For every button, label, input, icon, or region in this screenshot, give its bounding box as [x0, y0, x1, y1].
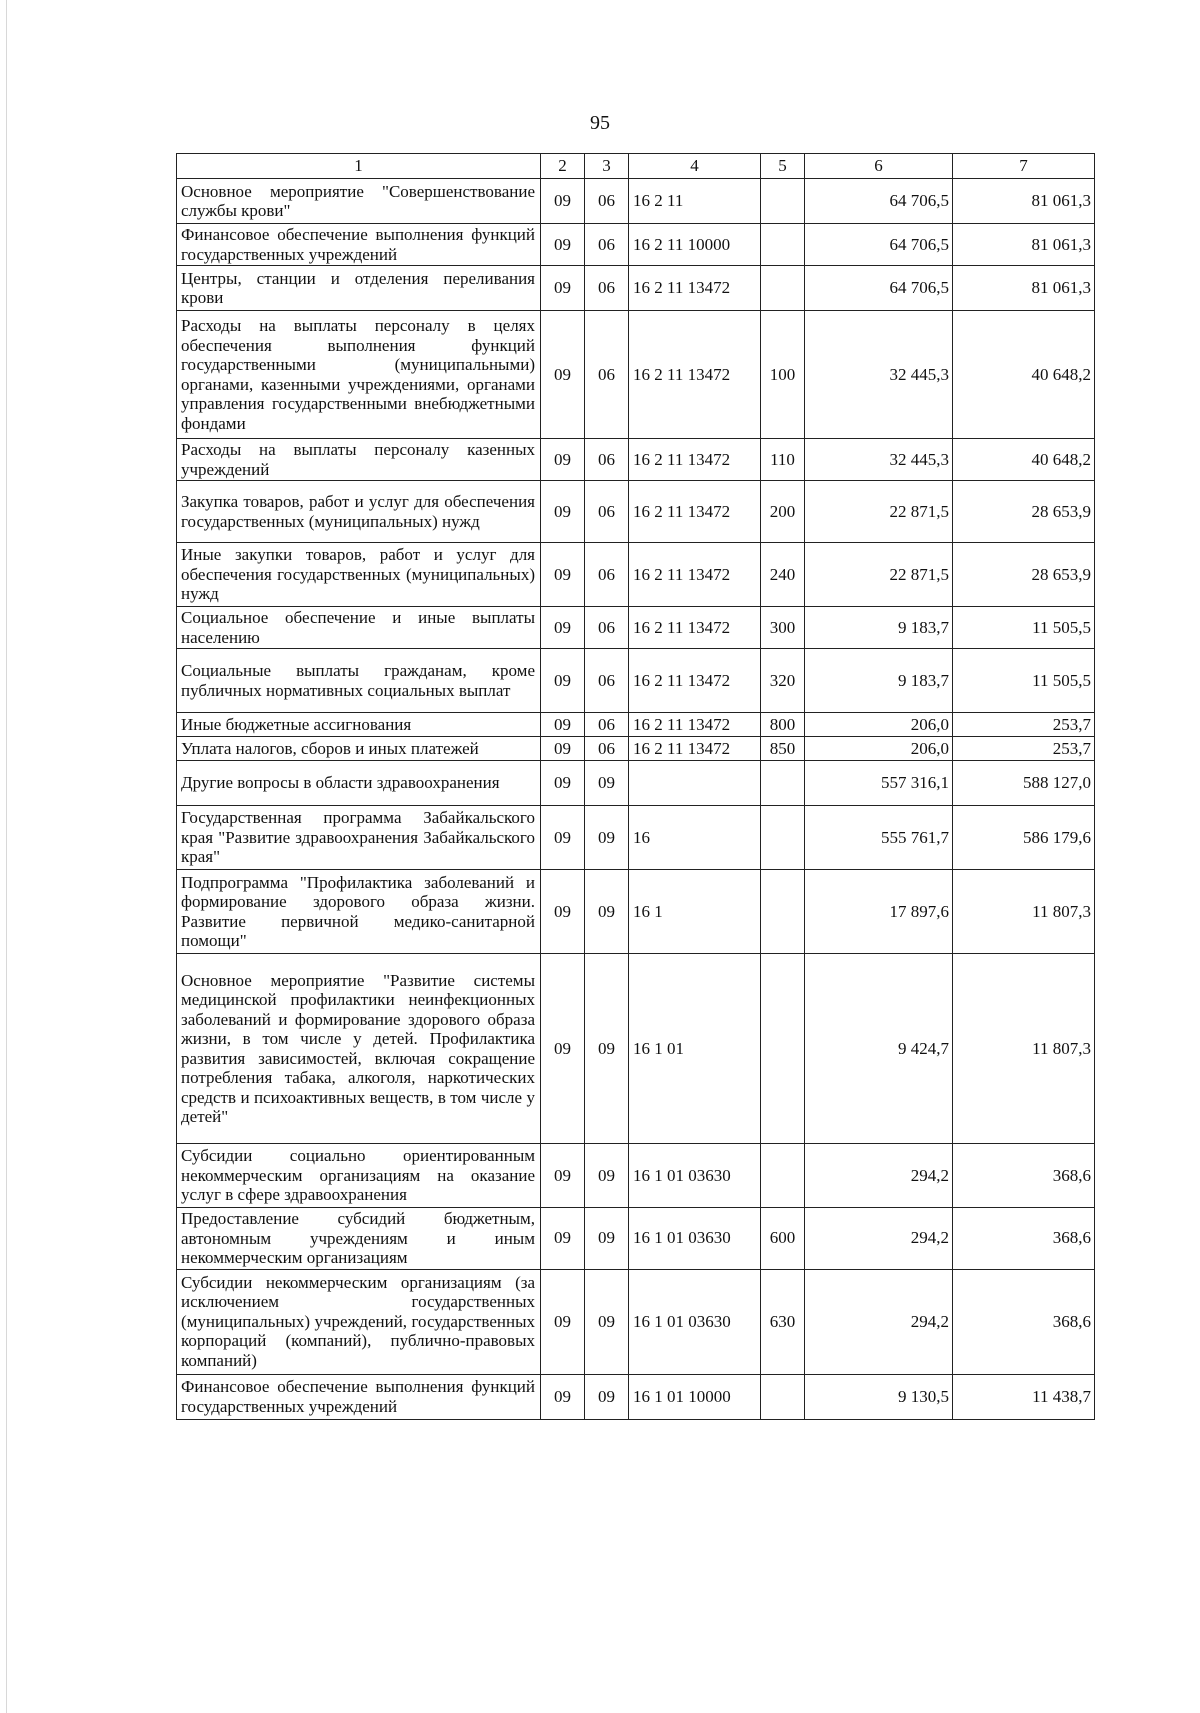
amount-col6-cell: 64 706,5 — [805, 224, 953, 266]
section-code-cell: 09 — [541, 1208, 585, 1270]
table-row — [177, 224, 1095, 266]
row-name-cell: Расходы на выплаты персоналу в целях обеспечения выполнения функций государственными (муниципальными) органами, казенными учреждениями, органами управления государственными внебюджетными фондами — [177, 311, 541, 439]
expense-type-cell — [761, 870, 805, 954]
subsection-code-cell: 06 — [585, 179, 629, 224]
section-code-cell: 09 — [541, 543, 585, 607]
table-row — [177, 311, 1095, 439]
target-article-cell: 16 2 11 13472 — [629, 737, 761, 761]
column-header: 4 — [629, 154, 761, 179]
expense-type-cell: 630 — [761, 1269, 805, 1374]
row-name-cell: Основное мероприятие "Совершенствование службы крови" — [177, 179, 541, 224]
target-article-cell: 16 2 11 — [629, 179, 761, 224]
amount-col6-cell: 294,2 — [805, 1144, 953, 1208]
amount-col7-cell: 81 061,3 — [953, 179, 1095, 224]
expense-type-cell: 100 — [761, 311, 805, 439]
section-code-cell: 09 — [541, 481, 585, 543]
table-row — [177, 179, 1095, 224]
subsection-code-cell: 06 — [585, 737, 629, 761]
expense-type-cell — [761, 179, 805, 224]
column-header: 6 — [805, 154, 953, 179]
section-code-cell: 09 — [541, 1144, 585, 1208]
amount-col7-cell: 11 807,3 — [953, 954, 1095, 1144]
expense-type-cell: 800 — [761, 713, 805, 737]
table-row — [177, 439, 1095, 481]
section-code-cell: 09 — [541, 266, 585, 311]
table-row — [177, 266, 1095, 311]
amount-col6-cell: 555 761,7 — [805, 806, 953, 870]
amount-col6-cell: 22 871,5 — [805, 543, 953, 607]
amount-col7-cell: 253,7 — [953, 737, 1095, 761]
amount-col6-cell: 32 445,3 — [805, 439, 953, 481]
target-article-cell: 16 — [629, 806, 761, 870]
amount-col7-cell: 28 653,9 — [953, 543, 1095, 607]
amount-col7-cell: 588 127,0 — [953, 761, 1095, 806]
subsection-code-cell: 09 — [585, 806, 629, 870]
target-article-cell: 16 1 01 03630 — [629, 1144, 761, 1208]
target-article-cell: 16 2 11 13472 — [629, 607, 761, 649]
amount-col6-cell: 9 183,7 — [805, 649, 953, 713]
amount-col6-cell: 294,2 — [805, 1269, 953, 1374]
target-article-cell: 16 2 11 10000 — [629, 224, 761, 266]
subsection-code-cell: 09 — [585, 1269, 629, 1374]
expense-type-cell — [761, 761, 805, 806]
amount-col7-cell: 586 179,6 — [953, 806, 1095, 870]
row-name-cell: Уплата налогов, сборов и иных платежей — [177, 737, 541, 761]
column-number-row — [177, 154, 1095, 179]
target-article-cell — [629, 761, 761, 806]
budget-table — [176, 153, 1095, 1420]
amount-col7-cell: 11 438,7 — [953, 1374, 1095, 1419]
target-article-cell: 16 2 11 13472 — [629, 311, 761, 439]
row-name-cell: Финансовое обеспечение выполнения функций государственных учреждений — [177, 1374, 541, 1419]
amount-col7-cell: 81 061,3 — [953, 224, 1095, 266]
subsection-code-cell: 06 — [585, 439, 629, 481]
amount-col7-cell: 11 505,5 — [953, 607, 1095, 649]
column-header: 7 — [953, 154, 1095, 179]
subsection-code-cell: 06 — [585, 607, 629, 649]
expense-type-cell — [761, 266, 805, 311]
subsection-code-cell: 06 — [585, 481, 629, 543]
target-article-cell: 16 2 11 13472 — [629, 713, 761, 737]
subsection-code-cell: 06 — [585, 224, 629, 266]
subsection-code-cell: 06 — [585, 649, 629, 713]
table-row — [177, 761, 1095, 806]
row-name-cell: Социальное обеспечение и иные выплаты населению — [177, 607, 541, 649]
expense-type-cell: 600 — [761, 1208, 805, 1270]
expense-type-cell — [761, 1144, 805, 1208]
amount-col6-cell: 206,0 — [805, 737, 953, 761]
expense-type-cell — [761, 224, 805, 266]
amount-col7-cell: 40 648,2 — [953, 439, 1095, 481]
amount-col6-cell: 9 130,5 — [805, 1374, 953, 1419]
scan-edge-line — [6, 0, 7, 1713]
section-code-cell: 09 — [541, 1374, 585, 1419]
column-header: 3 — [585, 154, 629, 179]
table-row — [177, 1144, 1095, 1208]
target-article-cell: 16 1 01 03630 — [629, 1208, 761, 1270]
amount-col6-cell: 22 871,5 — [805, 481, 953, 543]
row-name-cell: Иные бюджетные ассигнования — [177, 713, 541, 737]
amount-col7-cell: 40 648,2 — [953, 311, 1095, 439]
target-article-cell: 16 1 01 10000 — [629, 1374, 761, 1419]
table-row — [177, 806, 1095, 870]
expense-type-cell: 320 — [761, 649, 805, 713]
column-header: 5 — [761, 154, 805, 179]
subsection-code-cell: 09 — [585, 1374, 629, 1419]
expense-type-cell — [761, 1374, 805, 1419]
expense-type-cell: 240 — [761, 543, 805, 607]
subsection-code-cell: 09 — [585, 1144, 629, 1208]
amount-col7-cell: 368,6 — [953, 1269, 1095, 1374]
section-code-cell: 09 — [541, 649, 585, 713]
amount-col6-cell: 17 897,6 — [805, 870, 953, 954]
expense-type-cell — [761, 806, 805, 870]
row-name-cell: Расходы на выплаты персоналу казенных учреждений — [177, 439, 541, 481]
amount-col6-cell: 557 316,1 — [805, 761, 953, 806]
column-header: 2 — [541, 154, 585, 179]
section-code-cell: 09 — [541, 311, 585, 439]
section-code-cell: 09 — [541, 607, 585, 649]
expense-type-cell: 300 — [761, 607, 805, 649]
table-row — [177, 543, 1095, 607]
row-name-cell: Закупка товаров, работ и услуг для обеспечения государственных (муниципальных) нужд — [177, 481, 541, 543]
row-name-cell: Предоставление субсидий бюджетным, автономным учреждениям и иным некоммерческим организациям — [177, 1208, 541, 1270]
row-name-cell: Основное мероприятие "Развитие системы медицинской профилактики неинфекционных заболеваний и формирование здорового образа жизни, в том числе у детей. Профилактика развития зависимостей, включая сокращение потребления табака, алкоголя, наркотических средств и психоактивных веществ, в том числе у детей" — [177, 954, 541, 1144]
amount-col7-cell: 11 505,5 — [953, 649, 1095, 713]
expense-type-cell: 850 — [761, 737, 805, 761]
row-name-cell: Государственная программа Забайкальского края "Развитие здравоохранения Забайкальского края" — [177, 806, 541, 870]
row-name-cell: Подпрограмма "Профилактика заболеваний и формирование здорового образа жизни. Развитие первичной медико-санитарной помощи" — [177, 870, 541, 954]
target-article-cell: 16 2 11 13472 — [629, 543, 761, 607]
column-header: 1 — [177, 154, 541, 179]
row-name-cell: Социальные выплаты гражданам, кроме публичных нормативных социальных выплат — [177, 649, 541, 713]
target-article-cell: 16 2 11 13472 — [629, 481, 761, 543]
table-row — [177, 713, 1095, 737]
section-code-cell: 09 — [541, 954, 585, 1144]
row-name-cell: Центры, станции и отделения переливания крови — [177, 266, 541, 311]
section-code-cell: 09 — [541, 870, 585, 954]
section-code-cell: 09 — [541, 439, 585, 481]
section-code-cell: 09 — [541, 761, 585, 806]
target-article-cell: 16 1 — [629, 870, 761, 954]
amount-col7-cell: 253,7 — [953, 713, 1095, 737]
target-article-cell: 16 1 01 — [629, 954, 761, 1144]
expense-type-cell: 200 — [761, 481, 805, 543]
subsection-code-cell: 06 — [585, 266, 629, 311]
row-name-cell: Субсидии социально ориентированным некоммерческим организациям на оказание услуг в сфере здравоохранения — [177, 1144, 541, 1208]
table-row — [177, 870, 1095, 954]
target-article-cell: 16 2 11 13472 — [629, 649, 761, 713]
subsection-code-cell: 06 — [585, 543, 629, 607]
amount-col6-cell: 9 183,7 — [805, 607, 953, 649]
section-code-cell: 09 — [541, 224, 585, 266]
table-row — [177, 737, 1095, 761]
amount-col7-cell: 28 653,9 — [953, 481, 1095, 543]
row-name-cell: Иные закупки товаров, работ и услуг для обеспечения государственных (муниципальных) нужд — [177, 543, 541, 607]
table-row — [177, 481, 1095, 543]
expense-type-cell: 110 — [761, 439, 805, 481]
subsection-code-cell: 09 — [585, 870, 629, 954]
section-code-cell: 09 — [541, 737, 585, 761]
amount-col7-cell: 11 807,3 — [953, 870, 1095, 954]
amount-col7-cell: 81 061,3 — [953, 266, 1095, 311]
table-row — [177, 1269, 1095, 1374]
page-number: 95 — [590, 112, 610, 134]
target-article-cell: 16 1 01 03630 — [629, 1269, 761, 1374]
amount-col7-cell: 368,6 — [953, 1208, 1095, 1270]
table-row — [177, 954, 1095, 1144]
table-row — [177, 1208, 1095, 1270]
row-name-cell: Финансовое обеспечение выполнения функций государственных учреждений — [177, 224, 541, 266]
amount-col6-cell: 64 706,5 — [805, 179, 953, 224]
amount-col6-cell: 294,2 — [805, 1208, 953, 1270]
amount-col7-cell: 368,6 — [953, 1144, 1095, 1208]
table-row — [177, 607, 1095, 649]
section-code-cell: 09 — [541, 713, 585, 737]
section-code-cell: 09 — [541, 179, 585, 224]
subsection-code-cell: 06 — [585, 713, 629, 737]
row-name-cell: Субсидии некоммерческим организациям (за исключением государственных (муниципальных) учреждений, государственных корпораций (компаний), публично-правовых компаний) — [177, 1269, 541, 1374]
amount-col6-cell: 64 706,5 — [805, 266, 953, 311]
target-article-cell: 16 2 11 13472 — [629, 439, 761, 481]
section-code-cell: 09 — [541, 806, 585, 870]
subsection-code-cell: 09 — [585, 1208, 629, 1270]
subsection-code-cell: 06 — [585, 311, 629, 439]
section-code-cell: 09 — [541, 1269, 585, 1374]
amount-col6-cell: 32 445,3 — [805, 311, 953, 439]
row-name-cell: Другие вопросы в области здравоохранения — [177, 761, 541, 806]
target-article-cell: 16 2 11 13472 — [629, 266, 761, 311]
amount-col6-cell: 206,0 — [805, 713, 953, 737]
table-row — [177, 1374, 1095, 1419]
expense-type-cell — [761, 954, 805, 1144]
subsection-code-cell: 09 — [585, 761, 629, 806]
table-row — [177, 649, 1095, 713]
subsection-code-cell: 09 — [585, 954, 629, 1144]
table-body — [177, 179, 1095, 1420]
amount-col6-cell: 9 424,7 — [805, 954, 953, 1144]
